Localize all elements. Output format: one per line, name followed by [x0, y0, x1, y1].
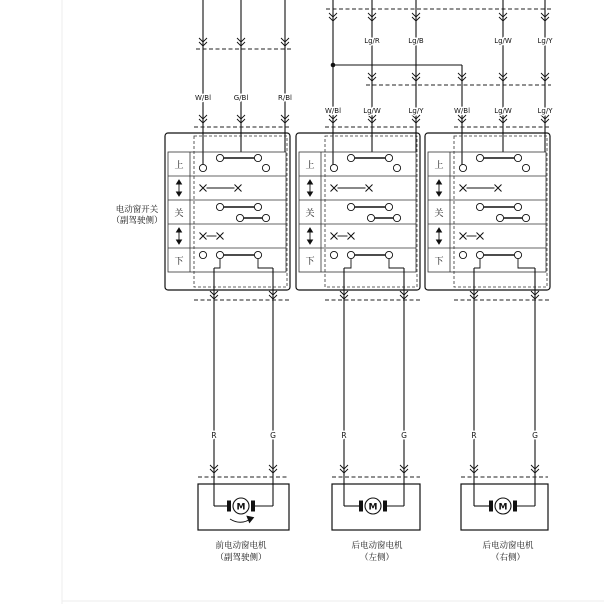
switch-contact: [459, 251, 466, 258]
switch-contact: [393, 164, 400, 171]
switch-contact: [347, 251, 354, 258]
switch-contact: [330, 164, 337, 171]
motor-caption-side: （副驾驶侧）: [215, 553, 267, 563]
wire-label: W/Bl: [453, 107, 471, 115]
open-contact-icon: [460, 185, 467, 192]
switch-subtitle: （副驾驶侧）: [111, 216, 163, 226]
motor-brush: [251, 501, 255, 512]
switch-contact: [199, 164, 206, 171]
switch-position-down: 下: [174, 257, 184, 267]
switch-contact: [216, 203, 223, 210]
switch-motor-circuit-3: [425, 0, 550, 530]
wire-label: Lg/Y: [408, 107, 424, 115]
switch-position-up: 上: [434, 161, 444, 171]
switch-contact: [254, 251, 261, 258]
window-switch-body: [296, 133, 420, 290]
motor-brush: [359, 501, 363, 512]
output-wire-label: R: [471, 431, 477, 440]
motor-caption-side: （左侧）: [359, 553, 395, 563]
output-link: [474, 259, 480, 268]
open-contact-icon: [331, 185, 338, 192]
output-link: [214, 259, 220, 268]
motor-caption: 后电动窗电机: [482, 541, 534, 551]
switch-contact: [514, 154, 521, 161]
upper-wire-label: Lg/R: [364, 37, 380, 45]
wire-label: R/Bl: [278, 94, 292, 102]
motor-caption: 后电动窗电机: [351, 541, 403, 551]
wire-label: W/Bl: [324, 107, 342, 115]
open-contact-icon: [200, 233, 207, 240]
window-switch-body: [165, 133, 290, 290]
up-down-arrow-icon: [437, 180, 442, 196]
output-link: [518, 259, 535, 268]
switch-contact: [476, 154, 483, 161]
wiring-geometry: [165, 0, 551, 530]
up-down-arrow-icon: [177, 180, 182, 196]
switch-contact: [496, 214, 503, 221]
motor-brush: [383, 501, 387, 512]
open-contact-icon: [477, 233, 484, 240]
switch-position-down: 下: [305, 257, 315, 267]
switch-contact: [254, 154, 261, 161]
switch-contact: [385, 251, 392, 258]
switch-contact: [262, 214, 269, 221]
curved-arrow-head-icon: [247, 516, 254, 522]
switch-contact: [514, 203, 521, 210]
open-contact-icon: [200, 185, 207, 192]
wire-label: Lg/W: [363, 107, 381, 115]
up-down-arrow-icon: [308, 180, 313, 196]
switch-position-up: 上: [305, 161, 315, 171]
switch-contact: [476, 203, 483, 210]
open-contact-icon: [366, 185, 373, 192]
motor-caption: 前电动窗电机: [215, 541, 267, 551]
switch-contact: [385, 154, 392, 161]
open-contact-icon: [235, 185, 242, 192]
switch-contact: [199, 251, 206, 258]
open-contact-icon: [331, 233, 338, 240]
switch-contact: [262, 164, 269, 171]
switch-position-down: 下: [434, 257, 444, 267]
switch-contact: [393, 214, 400, 221]
switch-title: 电动窗开关: [115, 205, 159, 215]
open-contact-icon: [495, 185, 502, 192]
switch-contact: [330, 251, 337, 258]
motor-symbol: M: [498, 502, 508, 513]
switch-contact: [254, 203, 261, 210]
up-down-arrow-icon: [437, 228, 442, 244]
upstream-harness: [196, 9, 551, 85]
upper-wire-label: Lg/B: [408, 37, 424, 45]
switch-contact: [216, 251, 223, 258]
wire-label: W/Bl: [194, 94, 212, 102]
switch-motor-circuit-1: [165, 0, 290, 530]
motor-caption-side: （右侧）: [490, 553, 526, 563]
output-wire-label: G: [401, 431, 407, 440]
up-down-arrow-icon: [177, 228, 182, 244]
window-switch-body: [425, 133, 550, 290]
motor-brush: [489, 501, 493, 512]
switch-contact: [522, 214, 529, 221]
wire-label: G/Bl: [233, 94, 249, 102]
switch-position-up: 上: [174, 161, 184, 171]
switch-position-off: 关: [174, 209, 184, 219]
output-wire-label: G: [270, 431, 276, 440]
upper-wire-label: Lg/Y: [537, 37, 553, 45]
up-down-arrow-icon: [308, 228, 313, 244]
upper-wire-label: Lg/W: [494, 37, 512, 45]
switch-motor-circuit-2: [296, 0, 420, 530]
switch-contact: [385, 203, 392, 210]
open-contact-icon: [217, 233, 224, 240]
motor-brush: [513, 501, 517, 512]
output-wire-label: G: [532, 431, 538, 440]
switch-contact: [367, 214, 374, 221]
open-contact-icon: [348, 233, 355, 240]
switch-contact: [347, 203, 354, 210]
switch-contact: [216, 154, 223, 161]
motor-symbol: M: [236, 502, 246, 513]
motor-brush: [227, 501, 231, 512]
output-link: [344, 259, 351, 268]
switch-position-off: 关: [434, 209, 444, 219]
output-link: [258, 259, 273, 268]
switch-contact: [514, 251, 521, 258]
wire-label: Lg/W: [494, 107, 512, 115]
switch-contact: [347, 154, 354, 161]
switch-contact: [522, 164, 529, 171]
output-wire-label: R: [341, 431, 347, 440]
switch-contact: [236, 214, 243, 221]
output-link: [389, 259, 404, 268]
switch-contact: [476, 251, 483, 258]
switch-position-off: 关: [305, 209, 315, 219]
switch-contact: [459, 164, 466, 171]
wire-label: Lg/Y: [537, 107, 553, 115]
motor-symbol: M: [368, 502, 378, 513]
open-contact-icon: [460, 233, 467, 240]
output-wire-label: R: [211, 431, 217, 440]
